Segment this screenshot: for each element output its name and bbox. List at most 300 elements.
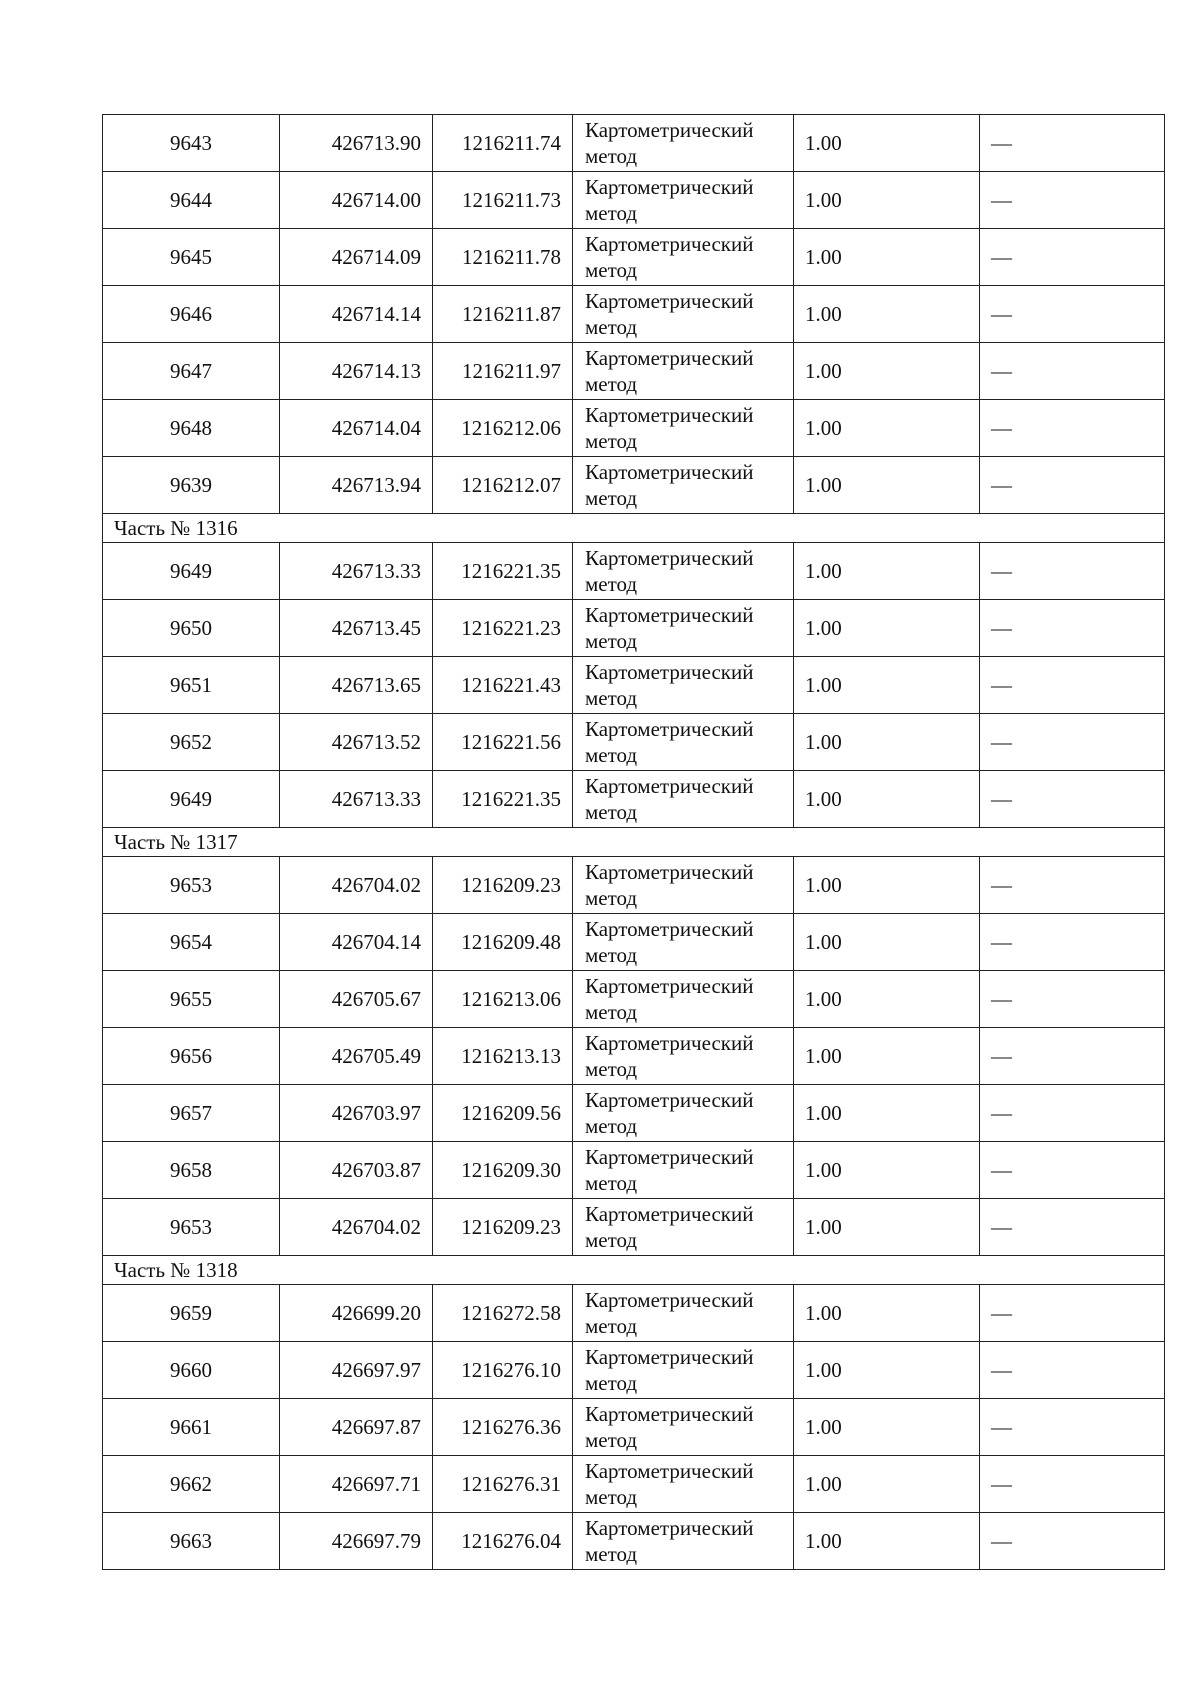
x-coordinate: 426704.02 [331,1215,421,1239]
note-cell [980,115,1165,172]
table-row [103,1456,1165,1513]
method-line-2: метод [585,1114,638,1138]
method-line-1: Картометрический [585,403,754,427]
section-label: Часть № 1316 [114,516,238,540]
y-coordinate-cell [433,1199,573,1256]
accuracy-value: 1.00 [805,1158,842,1182]
section-label: Часть № 1318 [114,1258,238,1282]
x-coordinate: 426714.14 [331,302,421,326]
note-dash: — [991,473,1012,497]
point-number: 9658 [170,1158,212,1182]
coordinates-table [102,114,1165,1570]
x-coordinate: 426713.45 [331,616,421,640]
table-row [103,1142,1165,1199]
accuracy-value: 1.00 [805,473,842,497]
note-cell [980,1399,1165,1456]
method-cell [573,1399,794,1456]
method-line-1: Картометрический [585,1402,754,1426]
note-dash: — [991,416,1012,440]
note-dash: — [991,131,1012,155]
point-number-cell [103,400,280,457]
x-coordinate-cell [280,857,433,914]
accuracy-cell [794,971,980,1028]
accuracy-value: 1.00 [805,188,842,212]
x-coordinate-cell [280,600,433,657]
point-number: 9652 [170,730,212,754]
method-cell [573,172,794,229]
point-number: 9644 [170,188,212,212]
method-line-1: Картометрический [585,917,754,941]
note-dash: — [991,1101,1012,1125]
note-cell [980,457,1165,514]
y-coordinate: 1216212.07 [461,473,561,497]
y-coordinate: 1216209.23 [461,1215,561,1239]
table-row [103,229,1165,286]
point-number: 9651 [170,673,212,697]
accuracy-value: 1.00 [805,1415,842,1439]
point-number-cell [103,771,280,828]
x-coordinate: 426714.00 [331,188,421,212]
x-coordinate-cell [280,1085,433,1142]
point-number: 9657 [170,1101,212,1125]
method-line-1: Картометрический [585,289,754,313]
table-row [103,1399,1165,1456]
x-coordinate-cell [280,115,433,172]
point-number-cell [103,971,280,1028]
point-number: 9645 [170,245,212,269]
table-row [103,172,1165,229]
y-coordinate-cell [433,286,573,343]
point-number-cell [103,657,280,714]
accuracy-cell [794,286,980,343]
point-number: 9649 [170,559,212,583]
method-line-2: метод [585,743,638,767]
y-coordinate-cell [433,1342,573,1399]
point-number: 9643 [170,131,212,155]
coordinates-table-body [103,115,1165,1570]
method-line-1: Картометрический [585,546,754,570]
y-coordinate-cell [433,1456,573,1513]
y-coordinate-cell [433,1028,573,1085]
accuracy-cell [794,600,980,657]
method-line-2: метод [585,258,638,282]
table-row [103,714,1165,771]
method-cell [573,1028,794,1085]
point-number: 9662 [170,1472,212,1496]
x-coordinate: 426703.87 [331,1158,421,1182]
method-cell [573,286,794,343]
point-number: 9647 [170,359,212,383]
accuracy-cell [794,1085,980,1142]
note-dash: — [991,1472,1012,1496]
point-number-cell [103,1513,280,1570]
y-coordinate-cell [433,543,573,600]
method-line-2: метод [585,1000,638,1024]
table-row [103,914,1165,971]
x-coordinate: 426703.97 [331,1101,421,1125]
table-row [103,343,1165,400]
x-coordinate: 426705.67 [331,987,421,1011]
y-coordinate-cell [433,857,573,914]
table-row [103,1285,1165,1342]
accuracy-value: 1.00 [805,1215,842,1239]
x-coordinate-cell [280,657,433,714]
method-line-1: Картометрический [585,1202,754,1226]
y-coordinate: 1216211.73 [462,188,561,212]
note-cell [980,914,1165,971]
point-number-cell [103,1399,280,1456]
accuracy-value: 1.00 [805,930,842,954]
method-cell [573,1085,794,1142]
point-number: 9661 [170,1415,212,1439]
method-line-2: метод [585,429,638,453]
method-cell [573,914,794,971]
y-coordinate: 1216221.35 [461,559,561,583]
note-dash: — [991,559,1012,583]
point-number: 9656 [170,1044,212,1068]
note-cell [980,1285,1165,1342]
note-dash: — [991,245,1012,269]
x-coordinate-cell [280,1399,433,1456]
x-coordinate-cell [280,1142,433,1199]
accuracy-value: 1.00 [805,245,842,269]
point-number-cell [103,1142,280,1199]
table-row [103,657,1165,714]
note-cell [980,1085,1165,1142]
x-coordinate-cell [280,1199,433,1256]
table-row [103,1513,1165,1570]
y-coordinate-cell [433,115,573,172]
point-number-cell [103,857,280,914]
x-coordinate: 426714.04 [331,416,421,440]
method-line-2: метод [585,1314,638,1338]
y-coordinate-cell [433,1142,573,1199]
y-coordinate: 1216276.04 [461,1529,561,1553]
method-cell [573,115,794,172]
note-dash: — [991,359,1012,383]
method-cell [573,1342,794,1399]
note-dash: — [991,873,1012,897]
note-cell [980,857,1165,914]
x-coordinate: 426704.14 [331,930,421,954]
accuracy-value: 1.00 [805,873,842,897]
y-coordinate: 1216276.10 [461,1358,561,1382]
note-cell [980,1142,1165,1199]
x-coordinate: 426697.71 [331,1472,421,1496]
table-row [103,543,1165,600]
point-number-cell [103,286,280,343]
accuracy-cell [794,1513,980,1570]
y-coordinate: 1216209.23 [461,873,561,897]
point-number-cell [103,1456,280,1513]
accuracy-cell [794,771,980,828]
method-line-1: Картометрический [585,1288,754,1312]
y-coordinate-cell [433,1085,573,1142]
x-coordinate-cell [280,971,433,1028]
method-line-2: метод [585,1428,638,1452]
section-header-row [103,828,1165,857]
y-coordinate-cell [433,1285,573,1342]
note-cell [980,286,1165,343]
x-coordinate-cell [280,1456,433,1513]
point-number: 9648 [170,416,212,440]
y-coordinate: 1216221.35 [461,787,561,811]
note-cell [980,400,1165,457]
x-coordinate-cell [280,400,433,457]
section-header-cell [103,514,1165,543]
x-coordinate: 426697.97 [331,1358,421,1382]
table-row [103,400,1165,457]
method-cell [573,1285,794,1342]
note-dash: — [991,1415,1012,1439]
note-dash: — [991,1301,1012,1325]
table-row [103,286,1165,343]
note-cell [980,1199,1165,1256]
accuracy-cell [794,543,980,600]
method-line-1: Картометрический [585,860,754,884]
accuracy-cell [794,1142,980,1199]
note-cell [980,1342,1165,1399]
table-row [103,971,1165,1028]
table-row [103,1028,1165,1085]
note-cell [980,1513,1165,1570]
method-line-1: Картометрический [585,660,754,684]
accuracy-cell [794,229,980,286]
y-coordinate: 1216221.23 [461,616,561,640]
method-line-2: метод [585,572,638,596]
y-coordinate: 1216211.78 [462,245,561,269]
note-cell [980,971,1165,1028]
point-number-cell [103,1028,280,1085]
note-dash: — [991,616,1012,640]
method-line-1: Картометрический [585,460,754,484]
y-coordinate-cell [433,229,573,286]
method-line-2: метод [585,315,638,339]
y-coordinate: 1216213.06 [461,987,561,1011]
x-coordinate: 426697.87 [331,1415,421,1439]
accuracy-cell [794,1456,980,1513]
method-line-1: Картометрический [585,1345,754,1369]
method-line-1: Картометрический [585,717,754,741]
note-cell [980,771,1165,828]
method-line-2: метод [585,201,638,225]
y-coordinate-cell [433,714,573,771]
table-row [103,115,1165,172]
method-line-2: метод [585,486,638,510]
method-line-2: метод [585,1371,638,1395]
y-coordinate: 1216221.56 [461,730,561,754]
accuracy-value: 1.00 [805,673,842,697]
accuracy-value: 1.00 [805,1472,842,1496]
method-cell [573,343,794,400]
accuracy-cell [794,657,980,714]
point-number-cell [103,543,280,600]
y-coordinate: 1216272.58 [461,1301,561,1325]
method-line-1: Картометрический [585,603,754,627]
table-row [103,857,1165,914]
y-coordinate: 1216276.31 [461,1472,561,1496]
point-number-cell [103,1085,280,1142]
point-number: 9660 [170,1358,212,1382]
y-coordinate: 1216211.74 [462,131,561,155]
method-cell [573,657,794,714]
point-number-cell [103,600,280,657]
accuracy-cell [794,457,980,514]
y-coordinate: 1216209.30 [461,1158,561,1182]
method-cell [573,1142,794,1199]
y-coordinate: 1216211.87 [462,302,561,326]
method-line-1: Картометрический [585,1459,754,1483]
method-line-1: Картометрический [585,1516,754,1540]
method-cell [573,857,794,914]
y-coordinate: 1216221.43 [461,673,561,697]
method-line-1: Картометрический [585,175,754,199]
method-line-2: метод [585,943,638,967]
method-line-1: Картометрический [585,1031,754,1055]
method-line-1: Картометрический [585,774,754,798]
accuracy-cell [794,1028,980,1085]
x-coordinate-cell [280,172,433,229]
method-line-1: Картометрический [585,232,754,256]
x-coordinate: 426699.20 [331,1301,421,1325]
y-coordinate-cell [433,457,573,514]
accuracy-value: 1.00 [805,1358,842,1382]
x-coordinate-cell [280,1513,433,1570]
point-number: 9653 [170,873,212,897]
accuracy-value: 1.00 [805,730,842,754]
x-coordinate-cell [280,286,433,343]
y-coordinate: 1216209.56 [461,1101,561,1125]
x-coordinate-cell [280,343,433,400]
accuracy-cell [794,857,980,914]
note-cell [980,1028,1165,1085]
note-dash: — [991,673,1012,697]
section-header-cell [103,1256,1165,1285]
accuracy-value: 1.00 [805,1101,842,1125]
x-coordinate: 426704.02 [331,873,421,897]
note-dash: — [991,930,1012,954]
section-header-row [103,514,1165,543]
y-coordinate-cell [433,1399,573,1456]
y-coordinate-cell [433,343,573,400]
note-cell [980,229,1165,286]
method-line-1: Картометрический [585,1145,754,1169]
note-dash: — [991,1158,1012,1182]
method-cell [573,971,794,1028]
method-line-2: метод [585,1485,638,1509]
point-number-cell [103,343,280,400]
method-cell [573,543,794,600]
point-number: 9659 [170,1301,212,1325]
y-coordinate-cell [433,1513,573,1570]
y-coordinate-cell [433,600,573,657]
note-dash: — [991,1044,1012,1068]
point-number: 9650 [170,616,212,640]
note-dash: — [991,987,1012,1011]
method-line-2: метод [585,372,638,396]
method-cell [573,714,794,771]
point-number-cell [103,229,280,286]
point-number-cell [103,1285,280,1342]
note-dash: — [991,188,1012,212]
point-number: 9663 [170,1529,212,1553]
accuracy-cell [794,115,980,172]
table-row [103,1085,1165,1142]
section-header-cell [103,828,1165,857]
method-line-2: метод [585,1542,638,1566]
method-line-2: метод [585,800,638,824]
method-line-1: Картометрический [585,974,754,998]
method-cell [573,400,794,457]
x-coordinate: 426714.09 [331,245,421,269]
point-number: 9646 [170,302,212,326]
x-coordinate: 426713.33 [331,559,421,583]
y-coordinate-cell [433,771,573,828]
method-line-1: Картометрический [585,1088,754,1112]
y-coordinate: 1216212.06 [461,416,561,440]
x-coordinate-cell [280,1285,433,1342]
accuracy-cell [794,714,980,771]
method-line-1: Картометрический [585,346,754,370]
table-row [103,1199,1165,1256]
x-coordinate-cell [280,229,433,286]
x-coordinate-cell [280,457,433,514]
table-row [103,1342,1165,1399]
method-cell [573,1513,794,1570]
y-coordinate: 1216211.97 [462,359,561,383]
note-dash: — [991,787,1012,811]
point-number: 9649 [170,787,212,811]
section-header-row [103,1256,1165,1285]
point-number-cell [103,1199,280,1256]
method-line-2: метод [585,886,638,910]
x-coordinate-cell [280,1342,433,1399]
method-line-1: Картометрический [585,118,754,142]
x-coordinate: 426697.79 [331,1529,421,1553]
accuracy-cell [794,1199,980,1256]
y-coordinate: 1216209.48 [461,930,561,954]
accuracy-value: 1.00 [805,359,842,383]
point-number: 9653 [170,1215,212,1239]
note-cell [980,172,1165,229]
x-coordinate-cell [280,543,433,600]
y-coordinate: 1216213.13 [461,1044,561,1068]
note-dash: — [991,730,1012,754]
method-line-2: метод [585,629,638,653]
note-dash: — [991,1215,1012,1239]
y-coordinate-cell [433,971,573,1028]
method-line-2: метод [585,144,638,168]
method-line-2: метод [585,1228,638,1252]
note-cell [980,600,1165,657]
accuracy-cell [794,172,980,229]
method-cell [573,600,794,657]
x-coordinate: 426713.52 [331,730,421,754]
accuracy-cell [794,1399,980,1456]
accuracy-cell [794,1285,980,1342]
accuracy-cell [794,400,980,457]
section-label: Часть № 1317 [114,830,238,854]
y-coordinate-cell [433,172,573,229]
x-coordinate: 426714.13 [331,359,421,383]
accuracy-value: 1.00 [805,302,842,326]
x-coordinate-cell [280,1028,433,1085]
x-coordinate: 426713.65 [331,673,421,697]
accuracy-value: 1.00 [805,1044,842,1068]
y-coordinate: 1216276.36 [461,1415,561,1439]
method-cell [573,229,794,286]
note-cell [980,343,1165,400]
